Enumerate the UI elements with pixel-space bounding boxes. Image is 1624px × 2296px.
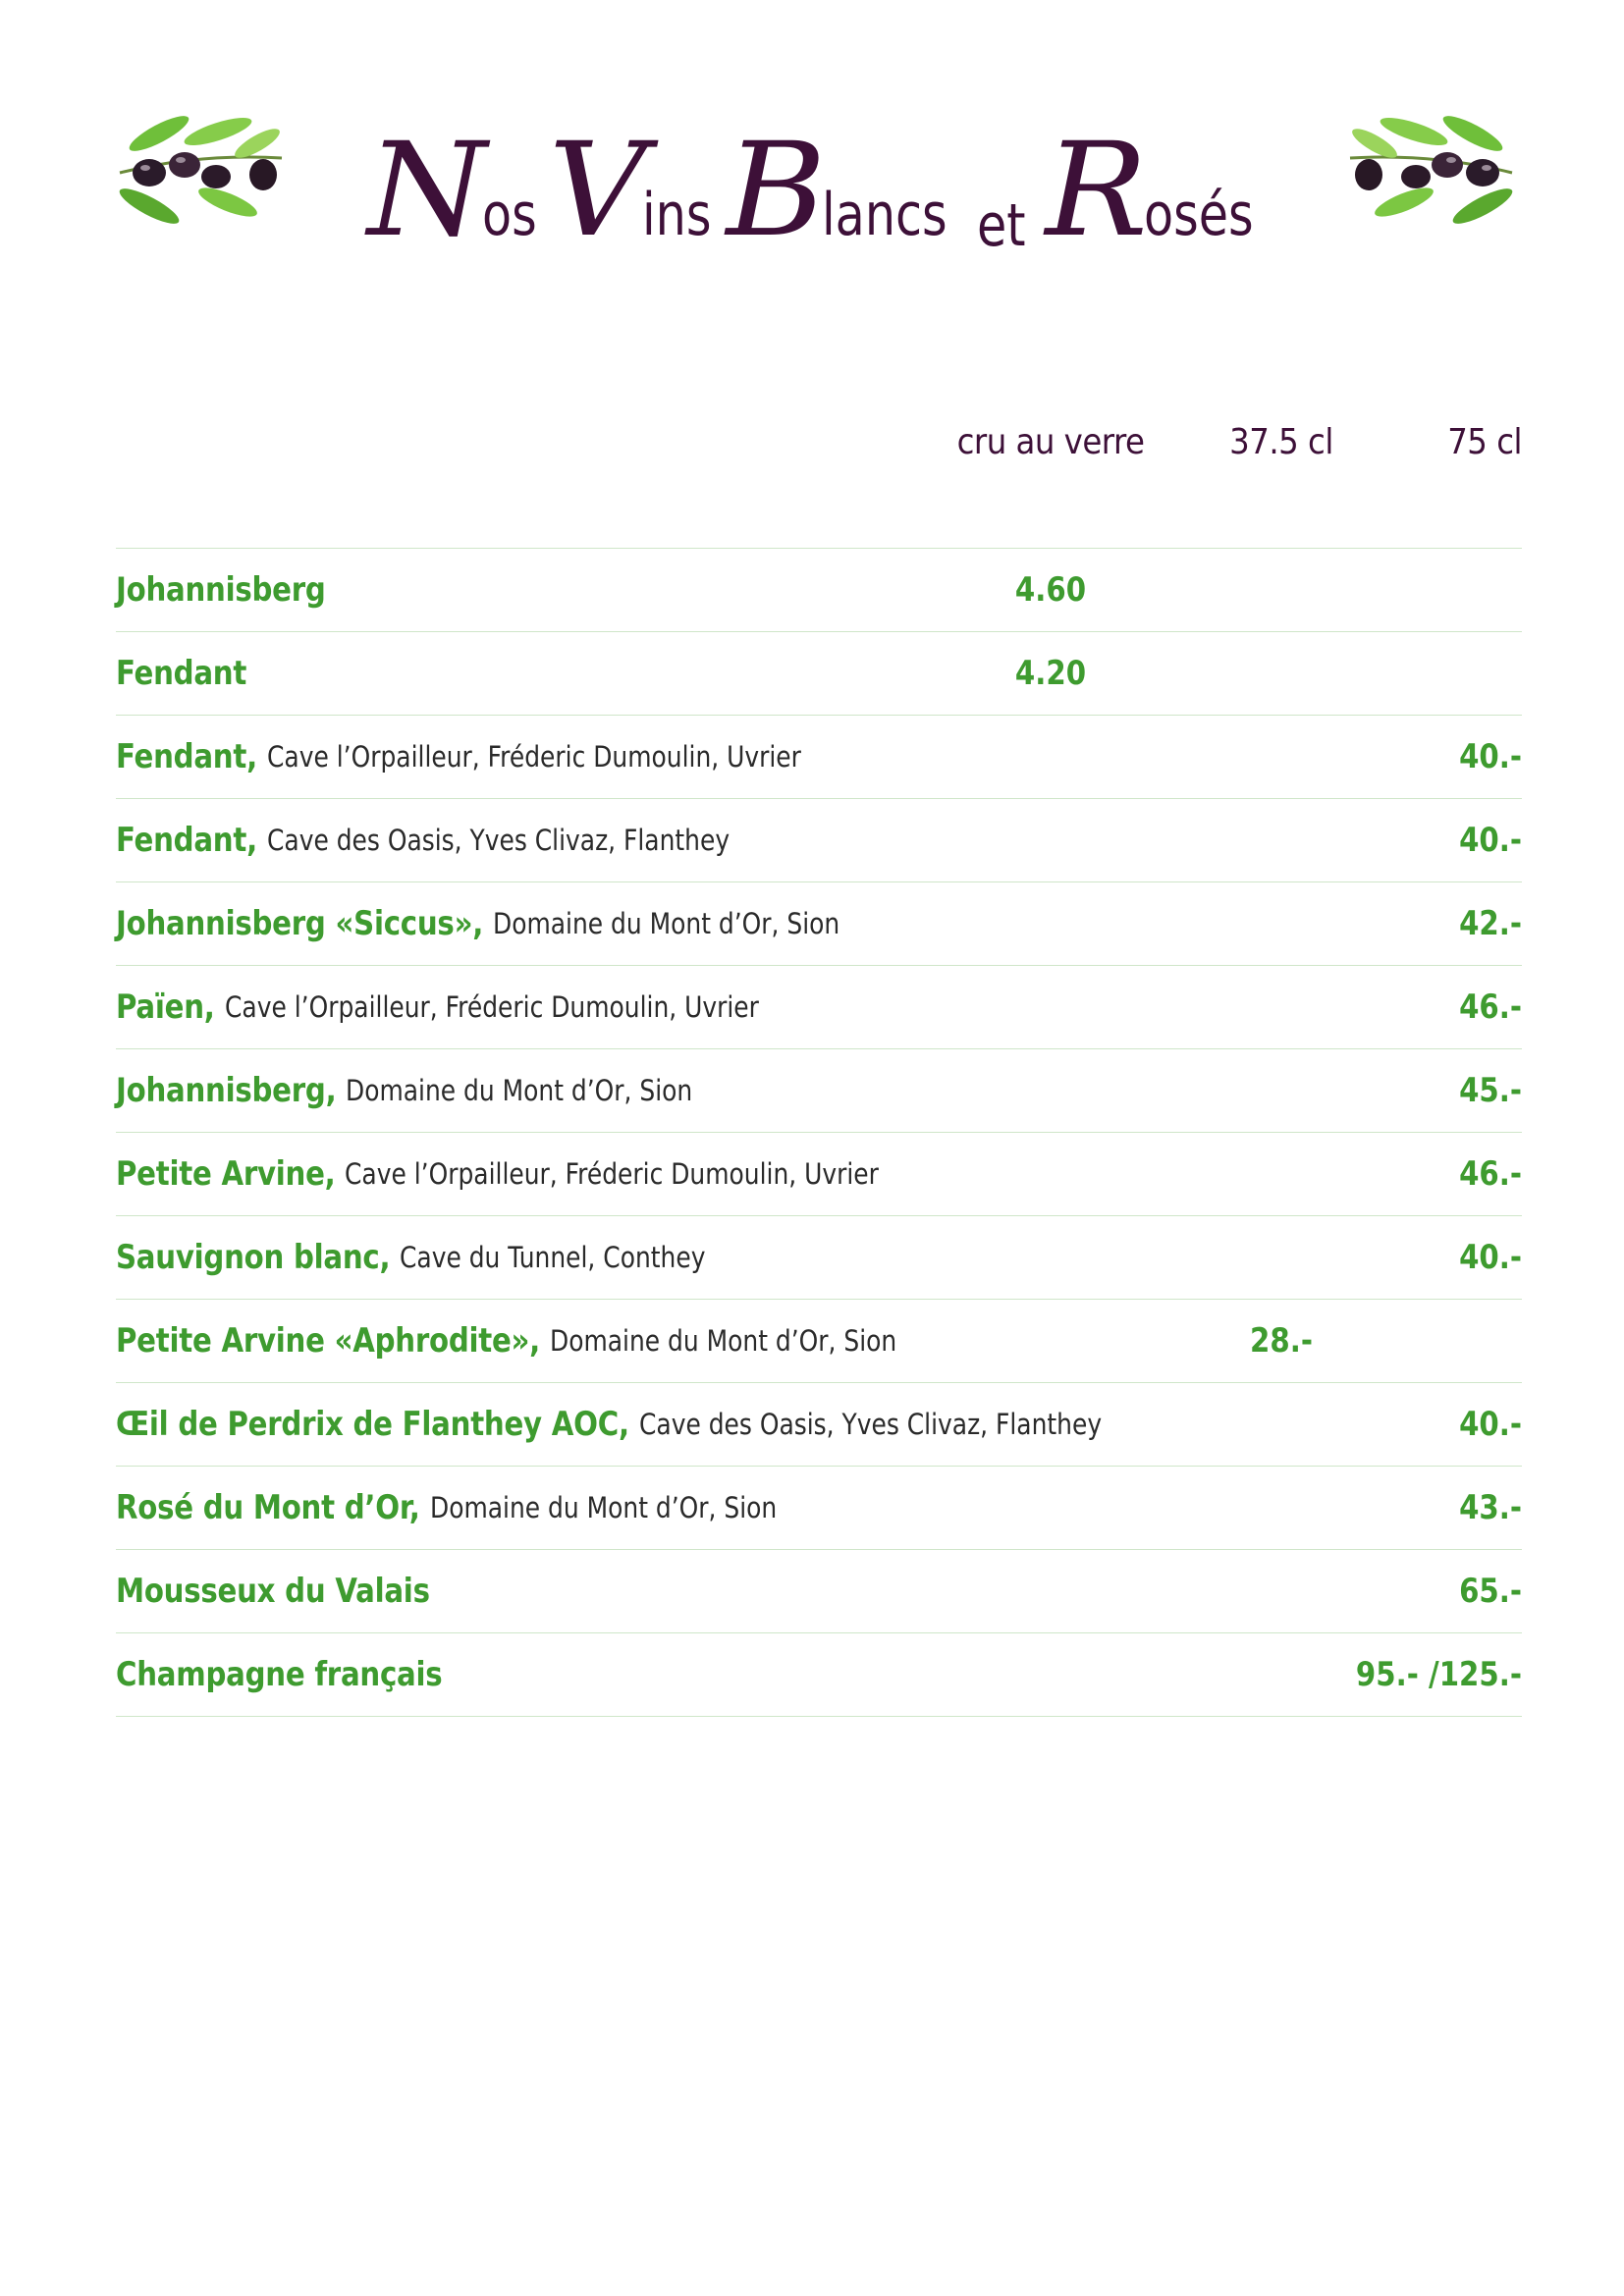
wine-name: Rosé du Mont d’Or,: [116, 1488, 420, 1527]
wine-producer: Cave l’Orpailleur, Fréderic Dumoulin, Uvrier: [224, 990, 759, 1024]
price-glass: 4.20: [1014, 654, 1087, 693]
wine-producer-wrap: [225, 990, 759, 1024]
wine-name: Johannisberg,: [116, 1071, 337, 1110]
price-bottle: 40.-: [1459, 1238, 1522, 1277]
wine-producer-wrap: [267, 824, 730, 857]
wine-row: [116, 715, 1522, 798]
wine-name: Païen,: [116, 988, 215, 1027]
wine-name: Johannisberg «Siccus»,: [116, 904, 484, 943]
wine-name: Œil de Perdrix de Flanthey AOC,: [116, 1405, 629, 1444]
title-word: et: [976, 191, 1026, 260]
price-bottle: 46.-: [1459, 1154, 1522, 1194]
menu-title: [295, 98, 1335, 266]
wine-producer-wrap: [430, 1491, 777, 1524]
price-bottle: 40.-: [1459, 737, 1522, 776]
price-bottle: 42.-: [1459, 904, 1522, 943]
wine-row: [116, 1466, 1522, 1549]
price-bottle: 40.-: [1459, 1405, 1522, 1444]
wine-name: Champagne français: [116, 1655, 443, 1694]
wine-producer: Domaine du Mont d’Or, Sion: [429, 1491, 777, 1524]
wine-row: [116, 548, 1522, 631]
column-header-glass: cru au verre: [956, 422, 1145, 462]
price-bottle: 95.- /125.-: [1355, 1655, 1522, 1694]
price-bottle: 46.-: [1459, 988, 1522, 1027]
wine-producer-wrap: [267, 740, 801, 774]
olive-branch-icon: [110, 104, 289, 234]
wine-name: Sauvignon blanc,: [116, 1238, 391, 1277]
wine-producer: Cave des Oasis, Yves Clivaz, Flanthey: [638, 1408, 1102, 1441]
wine-name: Fendant,: [116, 737, 257, 776]
wine-row: [116, 1299, 1522, 1382]
wine-row: [116, 1132, 1522, 1215]
wine-producer-wrap: [346, 1074, 692, 1107]
price-bottle: 40.-: [1459, 821, 1522, 860]
wine-name: Johannisberg: [116, 570, 326, 610]
wine-producer-wrap: [550, 1324, 896, 1358]
wine-row: [116, 1549, 1522, 1632]
wine-list: [116, 548, 1522, 1717]
title-word: B lancs: [726, 115, 947, 266]
wine-row: [116, 965, 1522, 1048]
wine-row: [116, 1632, 1522, 1717]
wine-producer-wrap: [400, 1241, 705, 1274]
olive-branch-icon: [1343, 104, 1522, 234]
price-bottle: 65.-: [1459, 1572, 1522, 1611]
column-header-bottle: 75 cl: [1447, 422, 1522, 462]
wine-producer: Cave l’Orpailleur, Fréderic Dumoulin, Uvrier: [345, 1157, 880, 1191]
wine-row: [116, 1215, 1522, 1299]
wine-producer-wrap: [639, 1408, 1102, 1441]
price-glass: 4.60: [1014, 570, 1087, 610]
wine-row: [116, 1382, 1522, 1466]
wine-row: [116, 1048, 1522, 1132]
title-word: N os: [367, 115, 537, 266]
wine-name: Fendant,: [116, 821, 257, 860]
price-half-bottle: 28.-: [1250, 1321, 1313, 1361]
price-bottle: 43.-: [1459, 1488, 1522, 1527]
wine-name: Petite Arvine «Aphrodite»,: [116, 1321, 541, 1361]
wine-producer: Cave des Oasis, Yves Clivaz, Flanthey: [267, 824, 731, 857]
wine-name: Fendant: [116, 654, 247, 693]
wine-row: [116, 798, 1522, 881]
wine-row: [116, 881, 1522, 965]
wine-producer: Domaine du Mont d’Or, Sion: [550, 1324, 897, 1358]
wine-producer-wrap: [345, 1157, 879, 1191]
title-word: R osés: [1045, 115, 1254, 266]
menu-header: [0, 98, 1624, 266]
wine-row: [116, 631, 1522, 715]
wine-producer: Domaine du Mont d’Or, Sion: [346, 1074, 693, 1107]
column-header-half-bottle: 37.5 cl: [1229, 422, 1333, 462]
price-bottle: 45.-: [1459, 1071, 1522, 1110]
wine-producer-wrap: [493, 907, 839, 940]
wine-name: Mousseux du Valais: [116, 1572, 430, 1611]
wine-producer: Cave l’Orpailleur, Fréderic Dumoulin, Uvrier: [267, 740, 802, 774]
title-word: V ins: [548, 115, 712, 266]
wine-producer: Cave du Tunnel, Conthey: [400, 1241, 706, 1274]
wine-name: Petite Arvine,: [116, 1154, 336, 1194]
wine-producer: Domaine du Mont d’Or, Sion: [492, 907, 840, 940]
